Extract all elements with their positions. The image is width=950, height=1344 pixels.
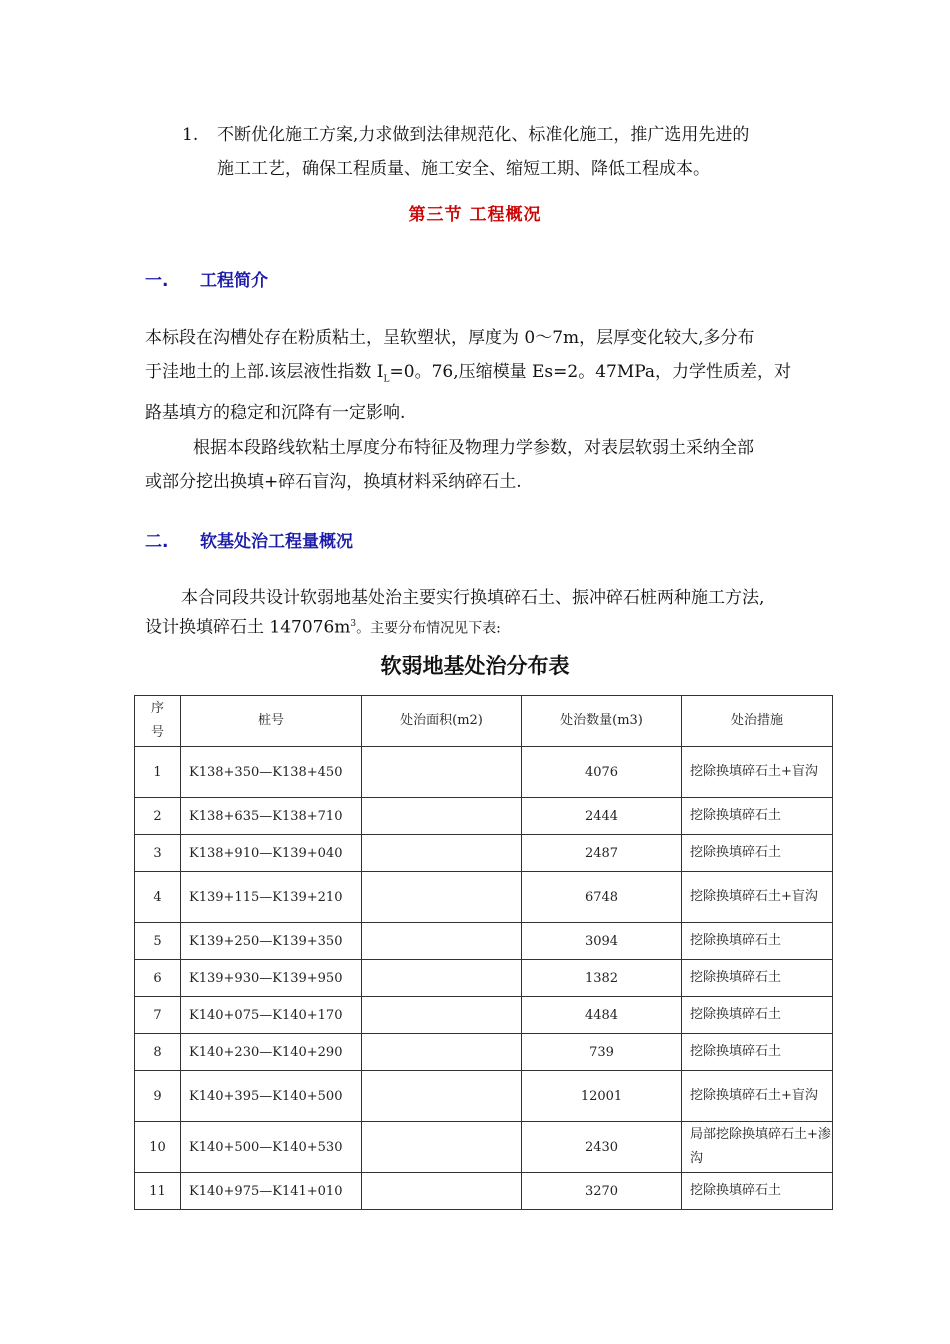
heading-soft-base-quantity xyxy=(145,527,645,553)
section-title: 第三节 工程概况 xyxy=(408,205,542,225)
cell-measure: 挖除换填碎石土 xyxy=(682,1173,833,1210)
soft-base-table xyxy=(134,695,833,1210)
cell-qty: 4484 xyxy=(522,997,682,1034)
cell-no: 1 xyxy=(135,747,181,798)
cell-no: 11 xyxy=(135,1173,181,1210)
table-row xyxy=(135,1122,833,1173)
heading-number: 二. xyxy=(145,532,169,552)
table-row xyxy=(135,960,833,997)
cell-qty: 2430 xyxy=(522,1122,682,1173)
cell-no: 2 xyxy=(135,798,181,835)
cell-no: 9 xyxy=(135,1071,181,1122)
paragraph-line: 根据本段路线软粘土厚度分布特征及物理力学参数，对表层软弱土采纳全部 xyxy=(193,438,754,459)
table-row xyxy=(135,1034,833,1071)
cell-station: K140+075—K140+170 xyxy=(181,997,362,1034)
cell-qty: 6748 xyxy=(522,872,682,923)
paragraph-line: 于洼地土的上部.该层液性指数 $I_L=0$。76,压缩模量 Es=2。47MPa，力学性质差，对 xyxy=(145,362,792,385)
cell-no: 3 xyxy=(135,835,181,872)
list-line: 施工工艺，确保工程质量、施工安全、缩短工期、降低工程成本。 xyxy=(217,159,710,179)
cell-station: K138+910—K139+040 xyxy=(181,835,362,872)
cell-station: K138+635—K138+710 xyxy=(181,798,362,835)
cell-qty: 3270 xyxy=(522,1173,682,1210)
cell-area xyxy=(362,1034,522,1071)
table-row xyxy=(135,923,833,960)
quantity-paragraph xyxy=(145,585,845,642)
cell-measure: 挖除换填碎石土 xyxy=(682,997,833,1034)
heading-title: 工程简介 xyxy=(200,271,268,291)
cell-measure: 挖除换填碎石土 xyxy=(682,798,833,835)
cell-station: K139+930—K139+950 xyxy=(181,960,362,997)
column-header: 处治措施 xyxy=(682,696,833,747)
cell-area xyxy=(362,798,522,835)
cell-no: 10 xyxy=(135,1122,181,1173)
heading-title: 软基处治工程量概况 xyxy=(200,532,353,552)
cell-station: K138+350—K138+450 xyxy=(181,747,362,798)
cell-area xyxy=(362,1071,522,1122)
column-header: 序 号 xyxy=(135,696,181,747)
cell-no: 6 xyxy=(135,960,181,997)
paragraph-line: 设计换填碎石土 $147076m^3$。主要分布情况见下表: xyxy=(145,617,501,638)
cell-qty: 3094 xyxy=(522,923,682,960)
cell-measure: 挖除换填碎石土 xyxy=(682,960,833,997)
table-row xyxy=(135,1071,833,1122)
cell-measure: 挖除换填碎石土+盲沟 xyxy=(682,872,833,923)
list-line: 不断优化施工方案,力求做到法律规范化、标准化施工，推广选用先进的 xyxy=(217,125,750,145)
column-header: 处治数量(m3) xyxy=(522,696,682,747)
heading-project-intro xyxy=(145,266,645,292)
cell-measure: 挖除换填碎石土+盲沟 xyxy=(682,1071,833,1122)
table-row xyxy=(135,835,833,872)
cell-station: K140+230—K140+290 xyxy=(181,1034,362,1071)
cell-no: 7 xyxy=(135,997,181,1034)
cell-qty: 739 xyxy=(522,1034,682,1071)
column-header: 处治面积(m2) xyxy=(362,696,522,747)
cell-qty: 1382 xyxy=(522,960,682,997)
cell-qty: 12001 xyxy=(522,1071,682,1122)
column-header: 桩号 xyxy=(181,696,362,747)
cell-area xyxy=(362,1122,522,1173)
cell-measure: 挖除换填碎石土 xyxy=(682,835,833,872)
cell-station: K140+975—K141+010 xyxy=(181,1173,362,1210)
cell-station: K140+500—K140+530 xyxy=(181,1122,362,1173)
list-text xyxy=(217,118,847,186)
cell-measure: 挖除换填碎石土 xyxy=(682,923,833,960)
cell-measure: 挖除换填碎石土 xyxy=(682,1034,833,1071)
cell-area xyxy=(362,835,522,872)
paragraph-line: 路基填方的稳定和沉降有一定影响. xyxy=(145,403,406,424)
cell-qty: 2444 xyxy=(522,798,682,835)
cell-area xyxy=(362,872,522,923)
cell-qty: 2487 xyxy=(522,835,682,872)
cell-area xyxy=(362,747,522,798)
cell-area xyxy=(362,1173,522,1210)
cell-measure: 局部挖除换填碎石土+渗沟 xyxy=(682,1122,833,1173)
paragraph-line: 或部分挖出换填+碎石盲沟，换填材料采纳碎石土. xyxy=(145,472,522,493)
heading-number: 一. xyxy=(145,271,169,291)
table-header-row xyxy=(135,696,833,747)
cell-area xyxy=(362,923,522,960)
cell-no: 4 xyxy=(135,872,181,923)
cell-no: 5 xyxy=(135,923,181,960)
table-row xyxy=(135,798,833,835)
cell-area xyxy=(362,997,522,1034)
intro-paragraph xyxy=(145,321,845,499)
cell-area xyxy=(362,960,522,997)
cell-qty: 4076 xyxy=(522,747,682,798)
cell-station: K139+250—K139+350 xyxy=(181,923,362,960)
list-number: 1. xyxy=(182,125,199,145)
table-row xyxy=(135,747,833,798)
table-row xyxy=(135,872,833,923)
cell-station: K139+115—K139+210 xyxy=(181,872,362,923)
table-row xyxy=(135,997,833,1034)
table-row xyxy=(135,1173,833,1210)
cell-station: K140+395—K140+500 xyxy=(181,1071,362,1122)
paragraph-line: 本合同段共设计软弱地基处治主要实行换填碎石土、振冲碎石桩两种施工方法, xyxy=(181,588,765,608)
cell-no: 8 xyxy=(135,1034,181,1071)
table-title: 软弱地基处治分布表 xyxy=(380,654,570,678)
paragraph-line: 本标段在沟槽处存在粉质粘土，呈软塑状，厚度为 0～7m，层厚变化较大,多分布 xyxy=(145,328,755,348)
cell-measure: 挖除换填碎石土+盲沟 xyxy=(682,747,833,798)
